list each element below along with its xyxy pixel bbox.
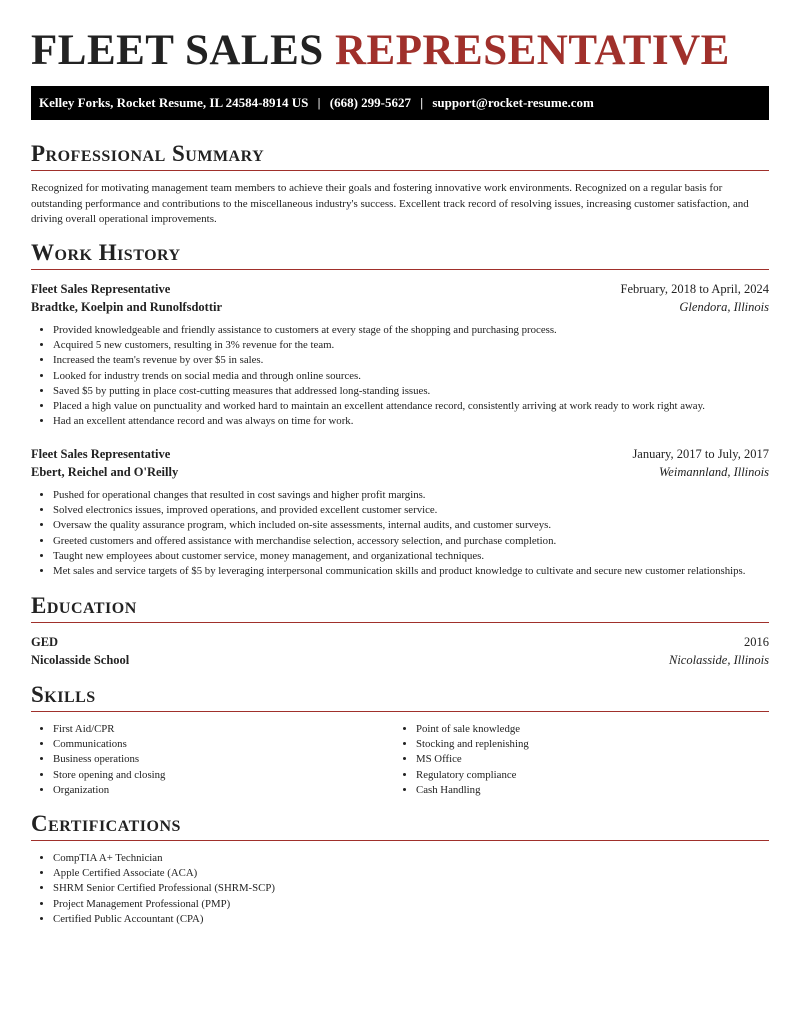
job-1-bullets — [31, 323, 705, 429]
list-item: • Saved $5 by putting in place cost-cutting measures that addressed long-standing issues. — [53, 384, 705, 399]
job-dates: February, 2018 to April, 2024 — [620, 282, 769, 296]
list-item: • Taught new employees about customer service, money management, and organizational techniques. — [53, 549, 745, 564]
skills-list-left — [31, 722, 165, 798]
title-part-2: REPRESENTATIVE — [334, 27, 730, 74]
list-item: • Increased the team's revenue by over $5 in sales. — [53, 353, 705, 368]
contact-address: Kelley Forks, Rocket Resume, IL 24584-8914 US — [39, 95, 309, 110]
job-company: Ebert, Reichel and O'Reilly — [31, 465, 179, 479]
list-item: • Business operations — [53, 752, 165, 767]
list-item: • Project Management Professional (PMP) — [53, 897, 275, 912]
list-item: • Looked for industry trends on social media and through online sources. — [53, 369, 705, 384]
section-heading-education: Education — [31, 593, 769, 623]
resume-page — [31, 0, 769, 925]
contact-bar — [31, 86, 769, 120]
job-company: Bradtke, Koelpin and Runolfsdottir — [31, 300, 223, 314]
section-heading-certifications: Certifications — [31, 811, 769, 841]
list-item: • Met sales and service targets of $5 by leveraging interpersonal communication skills and product knowledge to cultivate and secure new customer relationships. — [53, 564, 745, 579]
summary-text: Recognized for motivating management team members to achieve their goals and fostering innovative work environments. Recognized on a regular basis for outstanding performance and contributions to the miscellaneous industry's success. Excellent track record of resolving issues, increasing customer satisfaction, and driving overall operational improvements. — [31, 182, 749, 225]
contact-email: support@rocket-resume.com — [432, 95, 594, 110]
list-item: • Store opening and closing — [53, 768, 165, 783]
list-item: • Greeted customers and offered assistance with merchandise selection, accessory selection, and purchase completion. — [53, 534, 745, 549]
list-item: • CompTIA A+ Technician — [53, 851, 275, 866]
section-heading-skills: Skills — [31, 682, 769, 712]
job-title: Fleet Sales Representative — [31, 447, 171, 461]
certifications-list — [31, 851, 275, 927]
list-item: • Regulatory compliance — [416, 768, 529, 783]
list-item: • Point of sale knowledge — [416, 722, 529, 737]
section-heading-summary: Professional Summary — [31, 141, 769, 171]
contact-phone: (668) 299-5627 — [329, 95, 411, 110]
list-item: • Certified Public Accountant (CPA) — [53, 912, 275, 927]
list-item: • Pushed for operational changes that resulted in cost savings and higher profit margins. — [53, 488, 745, 503]
skills-list-right — [394, 722, 529, 798]
title-part-1: FLEET SALES — [31, 27, 324, 74]
resume-title — [31, 0, 769, 72]
education-location: Nicolasside, Illinois — [669, 653, 769, 667]
list-item: • Organization — [53, 783, 165, 798]
list-item: • Provided knowledgeable and friendly assistance to customers at every stage of the shopping and purchasing process. — [53, 323, 705, 338]
job-location: Glendora, Illinois — [679, 300, 769, 314]
list-item: • Oversaw the quality assurance program, which included on-site assessments, internal audits, and customer surveys. — [53, 518, 745, 533]
contact-separator: | — [317, 95, 321, 110]
list-item: • Stocking and replenishing — [416, 737, 529, 752]
list-item: • Acquired 5 new customers, resulting in 3% revenue for the team. — [53, 338, 705, 353]
job-title: Fleet Sales Representative — [31, 282, 171, 296]
list-item: • Placed a high value on punctuality and worked hard to maintain an excellent attendance record, consistently arriving at work ready to work right away. — [53, 399, 705, 414]
job-location: Weimannland, Illinois — [659, 465, 769, 479]
list-item: • Cash Handling — [416, 783, 529, 798]
education-school: Nicolasside School — [31, 653, 130, 667]
section-heading-work-history: Work History — [31, 240, 769, 270]
list-item: • SHRM Senior Certified Professional (SHRM-SCP) — [53, 881, 275, 896]
list-item: • Solved electronics issues, improved operations, and provided excellent customer service. — [53, 503, 745, 518]
contact-separator: | — [420, 95, 424, 110]
list-item: • Had an excellent attendance record and was always on time for work. — [53, 414, 705, 429]
list-item: • Communications — [53, 737, 165, 752]
list-item: • Apple Certified Associate (ACA) — [53, 866, 275, 881]
job-dates: January, 2017 to July, 2017 — [632, 447, 769, 461]
job-2-bullets — [31, 488, 745, 579]
list-item: • MS Office — [416, 752, 529, 767]
education-degree: GED — [31, 635, 59, 649]
list-item: • First Aid/CPR — [53, 722, 165, 737]
education-year: 2016 — [744, 635, 769, 649]
